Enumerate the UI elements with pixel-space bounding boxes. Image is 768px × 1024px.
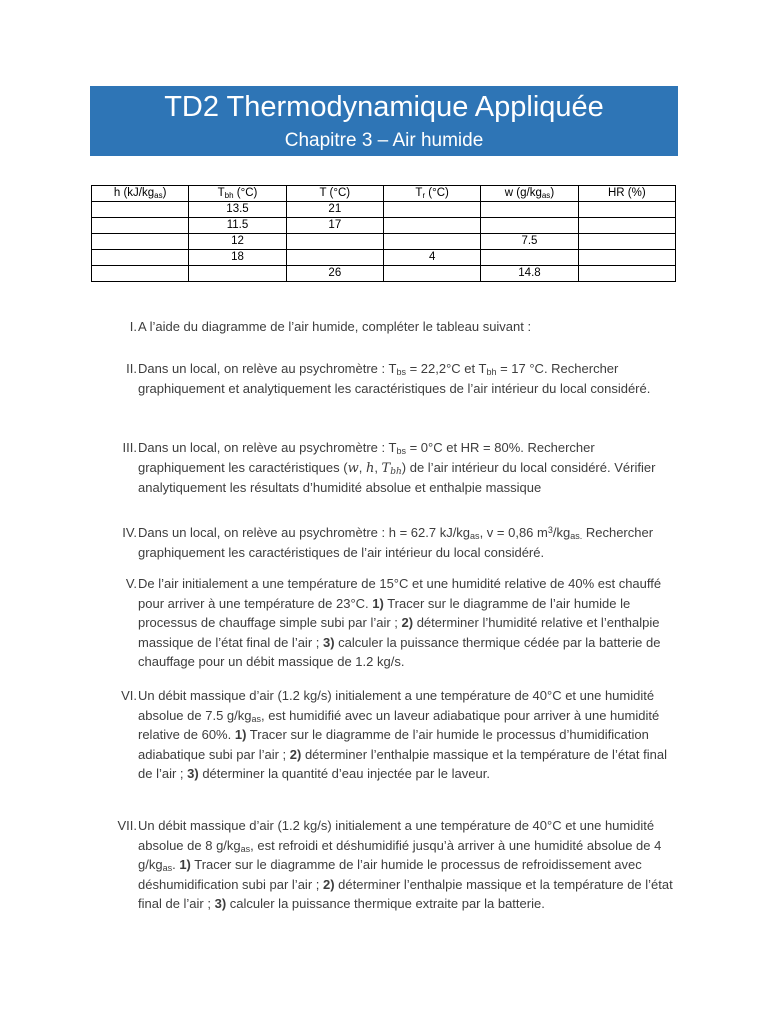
question-text: A l’aide du diagramme de l’air humide, compléter le tableau suivant : — [138, 319, 532, 334]
column-header-subscript: bh — [224, 191, 234, 200]
table-cell: 4 — [383, 250, 480, 266]
column-header-unit: ) — [162, 187, 167, 199]
column-header-label: T — [217, 187, 225, 199]
table-cell — [286, 250, 383, 266]
question-text: Un débit massique d’air (1.2 kg/s) initialement a une température de 40°C et une humidité absolue de 7.5 $g/kg_{as}$, est humidifié avec un laveur adiabatique pour arriver à une humidité relative de 60%. 1) Tracer sur le diagramme de l’air humide le processus d’humidification adiabatique subi par l’air ; 2) déterminer l’enthalpie massique et la température de l’état final de l’air ; 3) déterminer la quantité d’eau injectée par le laveur. — [138, 688, 667, 781]
table-body — [92, 202, 676, 282]
table-cell — [189, 266, 286, 282]
table-cell — [578, 266, 675, 282]
table-cell: 11.5 — [189, 218, 286, 234]
table-cell — [92, 218, 189, 234]
table-cell: 26 — [286, 266, 383, 282]
column-header-unit: (°C) — [233, 187, 258, 199]
question-number: VI. — [121, 688, 137, 703]
table-header-row — [92, 186, 676, 202]
question-number: II. — [126, 361, 137, 376]
table-row — [92, 234, 676, 250]
column-header-label: w (g/kg — [504, 187, 542, 199]
table-row — [92, 218, 676, 234]
column-header-label: HR (%) — [607, 187, 646, 199]
document-title: TD2 Thermodynamique Appliquée — [164, 91, 604, 123]
psychrometric-table — [91, 185, 676, 282]
question-text: Un débit massique d’air (1.2 kg/s) initialement a une température de 40°C et une humidité absolue de 8 $g/kg_{as}$, est refroidi et déshumidifié jusqu’à arriver à une humidité absolue de 4 $g/kg_{as}$. 1) Tracer sur le diagramme de l’air humide le processus de refroidissement avec déshumidification subi par l’air ; 2) déterminer l’enthalpie massique et la température de l’état final de l’air ; 3) calculer la puissance thermique extraite par la batterie. — [138, 818, 673, 911]
table-cell — [286, 234, 383, 250]
column-header — [481, 186, 578, 202]
question-number: V. — [125, 576, 137, 591]
table-cell — [383, 234, 480, 250]
table-cell — [383, 266, 480, 282]
table-cell — [481, 218, 578, 234]
document-subtitle: Chapitre 3 – Air humide — [284, 130, 484, 151]
table-row — [92, 202, 676, 218]
column-header — [383, 186, 480, 202]
table-cell — [481, 202, 578, 218]
column-header-label: T (°C) — [319, 187, 351, 199]
table-cell — [92, 266, 189, 282]
column-header-label: T — [415, 187, 423, 199]
column-header — [286, 186, 383, 202]
table-cell — [92, 202, 189, 218]
column-header-subscript: as — [154, 191, 163, 200]
column-header-label: h (kJ/kg — [113, 187, 155, 199]
table-cell: 12 — [189, 234, 286, 250]
table-cell — [578, 218, 675, 234]
title-banner — [90, 86, 678, 156]
question-text: Dans un local, on relève au psychromètre : h = 62.7 $kJ/kg_{as}$, v = 0,86 $m^3/kg_{as.}$ Rechercher graphiquement les caractéristiques de l’air intérieur du local considéré. — [138, 525, 654, 560]
column-header-unit: (°C) — [425, 187, 449, 199]
question-text: De l’air initialement a une température de 15°C et une humidité relative de 40% est chauffé pour arriver à une température de 23°C. 1) Tracer sur le diagramme de l’air humide le processus de chauffage simple subi par l’air ; 2) déterminer l’humidité relative et l’enthalpie massique de l’état final de l’air ; 3) calculer la puissance thermique cédée par la batterie de chauffage pour un débit massique de 1.2 kg/s. — [138, 576, 662, 669]
column-header-subscript: as — [541, 191, 551, 200]
column-header — [189, 186, 286, 202]
table-cell: 7.5 — [481, 234, 578, 250]
column-header — [578, 186, 675, 202]
question-number: VII. — [117, 818, 137, 833]
column-header — [92, 186, 189, 202]
table-cell — [578, 234, 675, 250]
table-cell: 18 — [189, 250, 286, 266]
column-header-subscript: r — [422, 191, 426, 200]
question-number: I. — [129, 319, 137, 334]
table-cell — [578, 202, 675, 218]
table-row — [92, 266, 676, 282]
table-cell: 14.8 — [481, 266, 578, 282]
table-cell — [92, 250, 189, 266]
question-text: Dans un local, on relève au psychromètre : $T_{bs} = 22,2^\circ C$ et $T_{bh} = 17$ °C. Rechercher graphiquement et analytiquement les caractéristiques de l’air intérieur du local considéré. — [138, 361, 651, 396]
question-number: III. — [122, 440, 137, 455]
table-row — [92, 250, 676, 266]
table-cell — [383, 202, 480, 218]
table-cell — [578, 250, 675, 266]
table-cell — [383, 218, 480, 234]
question-number: IV. — [122, 525, 137, 540]
table-cell: 21 — [286, 202, 383, 218]
table-cell: 17 — [286, 218, 383, 234]
column-header-unit: ) — [550, 187, 555, 199]
table-cell — [481, 250, 578, 266]
table-cell: 13.5 — [189, 202, 286, 218]
table-cell — [92, 234, 189, 250]
question-text: Dans un local, on relève au psychromètre : $T_{bs} = 0^\circ C$ et HR = 80%. Rechercher graphiquement les caractéristiques (w, h, $T_{bh}$) de l’air intérieur du local considéré. Vérifier analytiquement les résultats d’humidité absolue et enthalpie massique — [138, 440, 656, 495]
